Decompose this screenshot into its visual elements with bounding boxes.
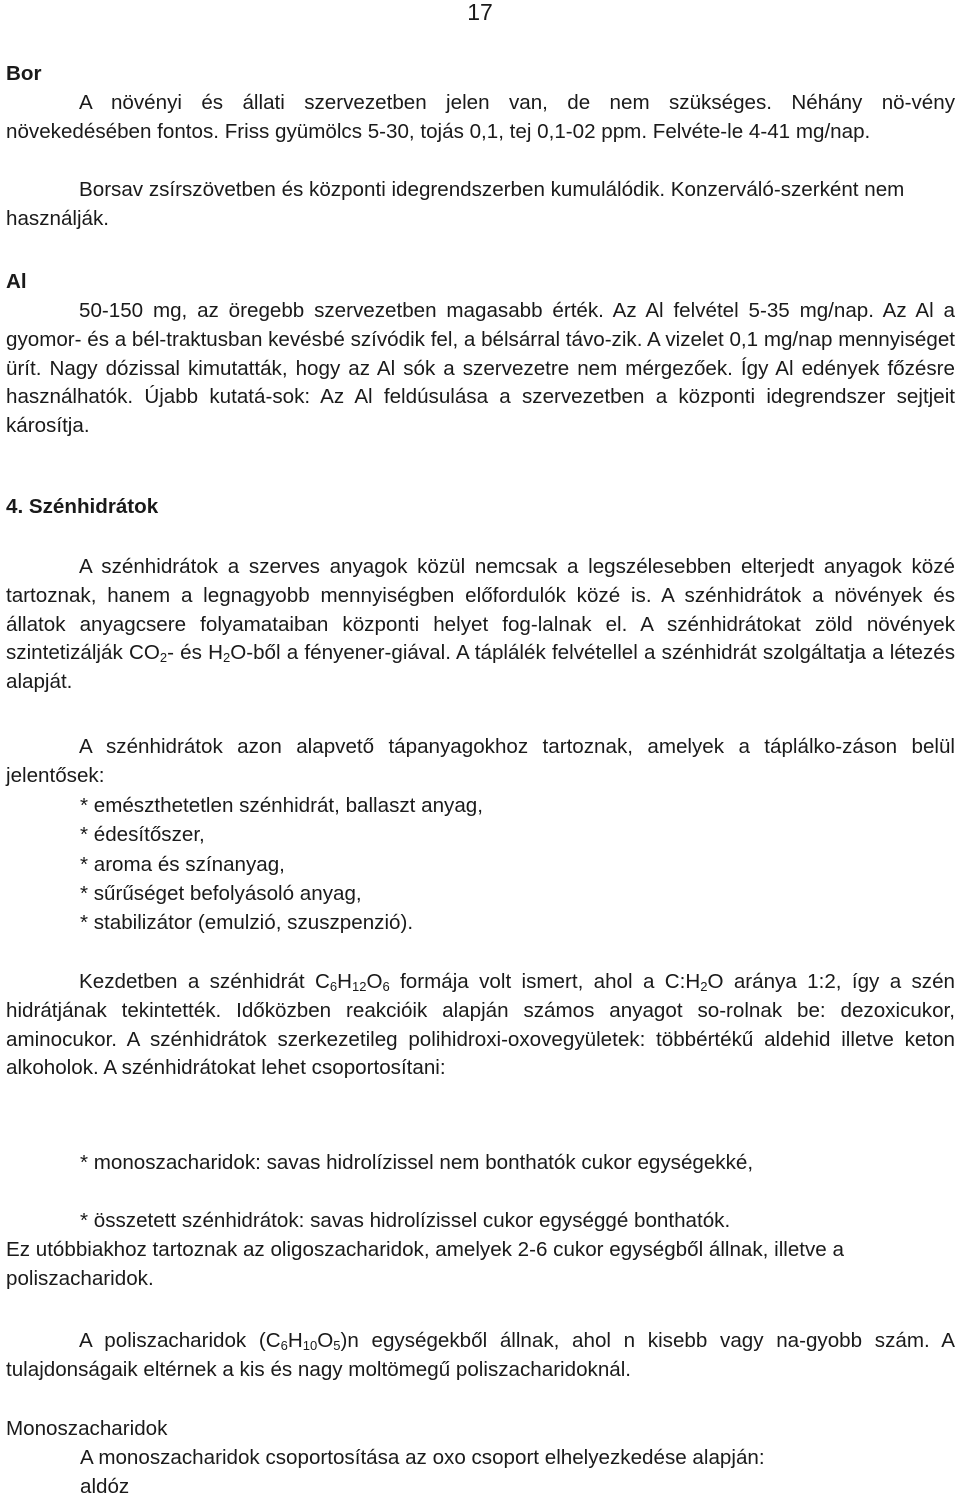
p3c: O aránya 1:2, így a szén hidrátjának tekintették. Időközben reakcióik alapján számos anyagot so-rolnak be: dezoxicukor, aminocukor. A szénhidrátok szerkezetileg polihidroxi-oxovegyületek: többértékű aldehid illetve keton alkoholok. A szénhidrátokat lehet csoportosítani: — [6, 970, 956, 1080]
p5a: A poliszacharidok (C — [79, 1329, 281, 1352]
paragraph-szenhidratok-1 — [6, 553, 955, 697]
paragraph-bor-2 — [6, 176, 955, 234]
p1-sub-2b: 2 — [222, 650, 231, 666]
list-item: * stabilizátor (emulzió, szuszpenzió). — [80, 911, 414, 935]
heading-szenhidratok: 4. Szénhidrátok — [6, 495, 159, 518]
list-item-osszetett: * összetett szénhidrátok: savas hidrolízissel cukor egységgé bonthatók. — [80, 1209, 731, 1232]
paragraph-al-text: 50-150 mg, az öregebb szervezetben magasabb érték. Az Al felvétel 5-35 mg/nap. Az Al a gyomor- és a bél-traktusban kevésbé szívódik fel, a bélsárral távo-zik. A vizelet 0,1 mg/nap mennyiséget ürít. Nagy dózissal kimutatták, hogy az Al sók a szervezetre nem mérgezőek. Így Al edények főzésre használhatók. Újabb kutatá-sok: Az Al feldúsulása a szervezetben a központi idegrendszer sejtjeit károsítja. — [6, 299, 955, 438]
p5-sub-o: 5 — [333, 1338, 341, 1353]
p3-sub-2: 2 — [700, 979, 708, 994]
paragraph-szenhidratok-3 — [6, 968, 955, 1083]
p5o: O — [317, 1329, 334, 1352]
p1-sub-2: 2 — [159, 650, 168, 666]
p3-sub-c: 6 — [329, 979, 338, 994]
heading-monoszacharidok: Monoszacharidok — [6, 1417, 168, 1440]
p2-text: A szénhidrátok azon alapvető tápanyagokhoz tartoznak, amelyek a táplálko-záson belül jelentősek: — [6, 735, 955, 787]
heading-al: Al — [6, 270, 27, 293]
paragraph-monoszacharidok: A monoszacharidok csoportosítása az oxo csoport elhelyezkedése alapján: — [80, 1446, 765, 1469]
p4-text: Ez utóbbiakhoz tartoznak az oligoszacharidok, amelyek 2-6 cukor egységből állnak, illetve a poliszacharidok. — [6, 1238, 844, 1290]
paragraph-szenhidratok-2 — [6, 733, 955, 791]
p1b: - és H — [167, 641, 223, 665]
list-item-monoszacharidok: * monoszacharidok: savas hidrolízissel nem bonthatók cukor egységekké, — [80, 1151, 754, 1174]
paragraph-al — [6, 297, 955, 441]
p3a: Kezdetben a szénhidrát C — [79, 970, 330, 993]
paragraph-bor-1 — [6, 89, 955, 147]
list-item: * sűrűséget befolyásoló anyag, — [80, 881, 362, 905]
list-item: * aroma és színanyag, — [80, 852, 285, 876]
p3-sub-o: 6 — [382, 979, 390, 994]
p3o: O — [366, 970, 383, 993]
p1c: O-ből a fényener-giával. A táplálék felvétellel a szénhidrát szolgáltatja a létezés alapját. — [6, 641, 955, 694]
paragraph-bor-1-text: A növényi és állati szervezetben jelen van, de nem szükséges. Néhány nö-vény növekedésében fontos. Friss gyümölcs 5-30, tojás 0,1, tej 0,1-02 ppm. Felvéte-le 4-41 mg/nap. — [6, 91, 955, 143]
list-item: * édesítőszer, — [80, 823, 205, 847]
p3h: H — [337, 970, 352, 993]
list-szenhidrat-uses — [80, 791, 483, 937]
paragraph-poliszacharidok — [6, 1327, 955, 1385]
paragraph-bor-2-text: Borsav zsírszövetben és központi idegrendszerben kumulálódik. Konzerváló-szerként nem használják. — [6, 178, 905, 230]
p5b: )n egységekből állnak, ahol n kisebb vagy na-gyobb szám. A tulajdonságaik eltérnek a kis és nagy moltömegű poliszacharidoknál. — [6, 1329, 955, 1381]
text-aldoz: aldóz — [80, 1475, 130, 1498]
p5h: H — [287, 1329, 303, 1352]
p3-sub-h: 12 — [352, 979, 367, 994]
paragraph-szenhidratok-4 — [6, 1236, 955, 1294]
p3b: formája volt ismert, ahol a C:H — [389, 970, 701, 993]
p5-sub-c: 6 — [280, 1338, 288, 1353]
p5-sub-h: 10 — [302, 1338, 318, 1353]
p1a: A szénhidrátok a szerves anyagok közül nemcsak a legszélesebben elterjedt anyagok közé tartoznak, hanem a legnagyobb mennyiségben előfordulók közé is. A szénhidrátok a növények és állatok anyagcsere folyamataiban központi helyet fog-lalnak el. A szénhidrátokat zöld növények szintetizálják CO — [6, 555, 955, 665]
list-item: * emészthetetlen szénhidrát, ballaszt anyag, — [80, 794, 483, 817]
page-number: 17 — [467, 0, 493, 25]
heading-bor: Bor — [6, 62, 42, 85]
